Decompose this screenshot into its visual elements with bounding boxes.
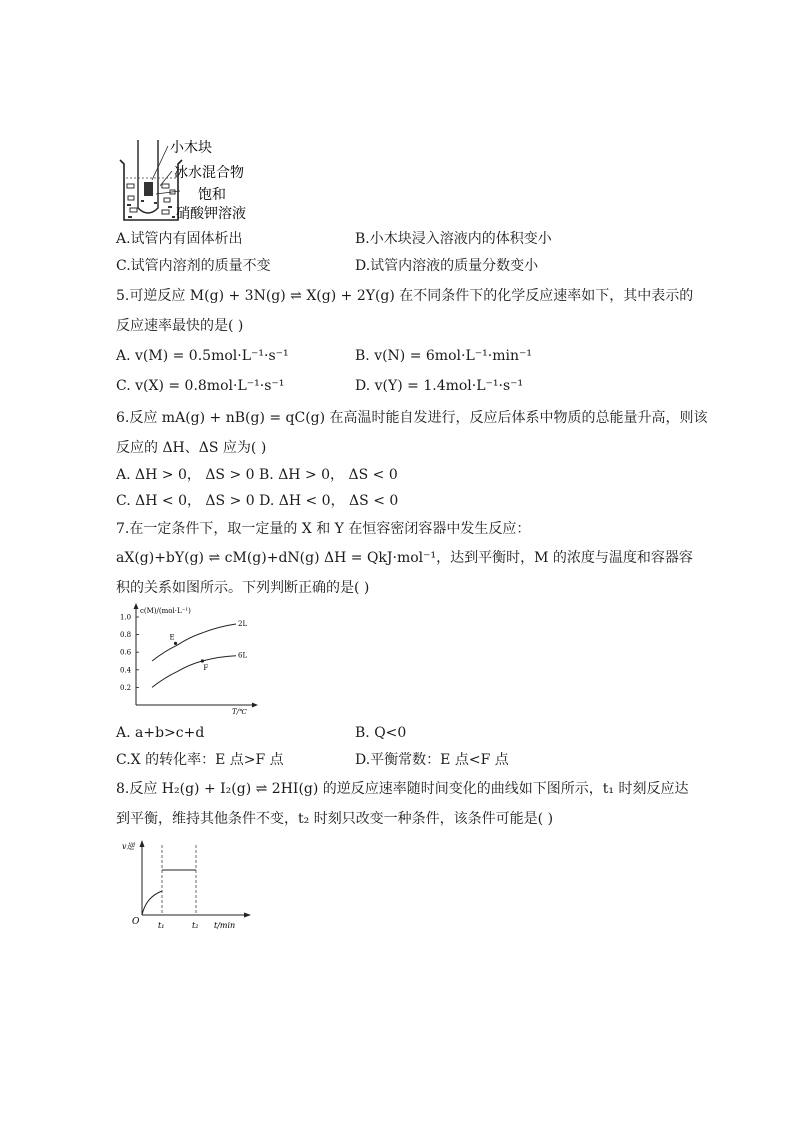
- chart1-ylabel: c(M)/(mol·L⁻¹): [140, 607, 191, 615]
- series-2L-label: 2L: [238, 620, 248, 629]
- t2-label: t₂: [192, 921, 199, 930]
- concentration-temperature-chart: [112, 603, 262, 715]
- q5-option-b: B. v(N) = 6mol·L⁻¹·min⁻¹: [355, 348, 532, 364]
- t1-label: t₁: [158, 921, 165, 930]
- label-mix: 冰水混合物: [174, 165, 244, 181]
- q5-option-c: C. v(X) = 0.8mol·L⁻¹·s⁻¹: [116, 378, 285, 394]
- q5-option-d: D. v(Y) = 1.4mol·L⁻¹·s⁻¹: [355, 378, 524, 394]
- q7-option-a: A. a+b>c+d: [116, 725, 205, 741]
- chart2-xlabel: t/min: [214, 921, 236, 930]
- rise-curve: [142, 891, 162, 915]
- q6-stem-2: 反应的 ΔH、ΔS 应为( ): [116, 440, 267, 456]
- origin-label: O: [132, 917, 140, 927]
- y-tick-label: 0.4: [120, 666, 132, 675]
- label-block: 小木块: [170, 140, 212, 156]
- y-tick-label: 0.2: [120, 683, 132, 692]
- point-f-label: F: [203, 664, 209, 672]
- q4-option-d: D.试管内溶液的质量分数变小: [355, 258, 539, 274]
- y-tick-label: 0.8: [120, 631, 132, 640]
- q6-stem-1: 6.反应 mA(g) + nB(g) = qC(g) 在高温时能自发进行，反应后体系中物质的总能量升高，则该: [116, 410, 708, 426]
- q4-option-b: B.小木块浸入溶液内的体积变小: [355, 231, 552, 247]
- q7-option-d: D.平衡常数：E 点<F 点: [355, 752, 509, 768]
- point-f: [201, 659, 204, 662]
- series-6L-label: 6L: [238, 651, 248, 660]
- chart1-xlabel: T/℃: [232, 708, 247, 716]
- q7-option-c: C.X 的转化率：E 点>F 点: [116, 752, 284, 768]
- q5-stem-2: 反应速率最快的是( ): [116, 318, 244, 334]
- beaker-figure: [116, 138, 316, 226]
- q7-option-b: B. Q<0: [355, 725, 407, 741]
- q4-option-c: C.试管内溶剂的质量不变: [116, 258, 271, 274]
- q5-stem-1: 5.可逆反应 M(g) + 3N(g) ⇌ X(g) + 2Y(g) 在不同条件下的化学反应速率如下，其中表示的: [116, 288, 694, 304]
- q7-stem-2: aX(g)+bY(g) ⇌ cM(g)+dN(g) ΔH = QkJ·mol⁻¹，达到平衡时，M 的浓度与温度和容器容: [116, 550, 693, 566]
- q8-stem-2: 到平衡，维持其他条件不变，t₂ 时刻只改变一种条件，该条件可能是( ): [116, 811, 554, 827]
- q8-stem-1: 8.反应 H₂(g) + I₂(g) ⇌ 2HI(g) 的逆反应速率随时间变化的曲线如下图所示，t₁ 时刻反应达: [116, 781, 689, 797]
- series-6L-line: [152, 656, 236, 688]
- reverse-rate-time-chart: [122, 835, 258, 931]
- y-tick-label: 0.6: [120, 648, 132, 657]
- label-sat2: 硝酸钾溶液: [176, 206, 246, 222]
- q6-options-row-2: C. ΔH < 0， ΔS > 0 D. ΔH < 0， ΔS < 0: [116, 493, 399, 509]
- series-2L-line: [152, 624, 236, 661]
- y-tick-label: 1.0: [120, 613, 132, 622]
- point-e: [174, 642, 177, 645]
- q4-option-a: A.试管内有固体析出: [116, 231, 243, 247]
- q5-option-a: A. v(M) = 0.5mol·L⁻¹·s⁻¹: [116, 348, 289, 364]
- label-sat1: 饱和: [198, 187, 226, 203]
- point-e-label: E: [169, 633, 175, 642]
- q6-options-row-1: A. ΔH > 0， ΔS > 0 B. ΔH > 0， ΔS < 0: [116, 467, 398, 483]
- q7-stem-1: 7.在一定条件下，取一定量的 X 和 Y 在恒容密闭容器中发生反应：: [116, 521, 531, 537]
- chart2-ylabel: v逆: [122, 842, 135, 851]
- q7-stem-3: 积的关系如图所示。下列判断正确的是( ): [116, 580, 370, 596]
